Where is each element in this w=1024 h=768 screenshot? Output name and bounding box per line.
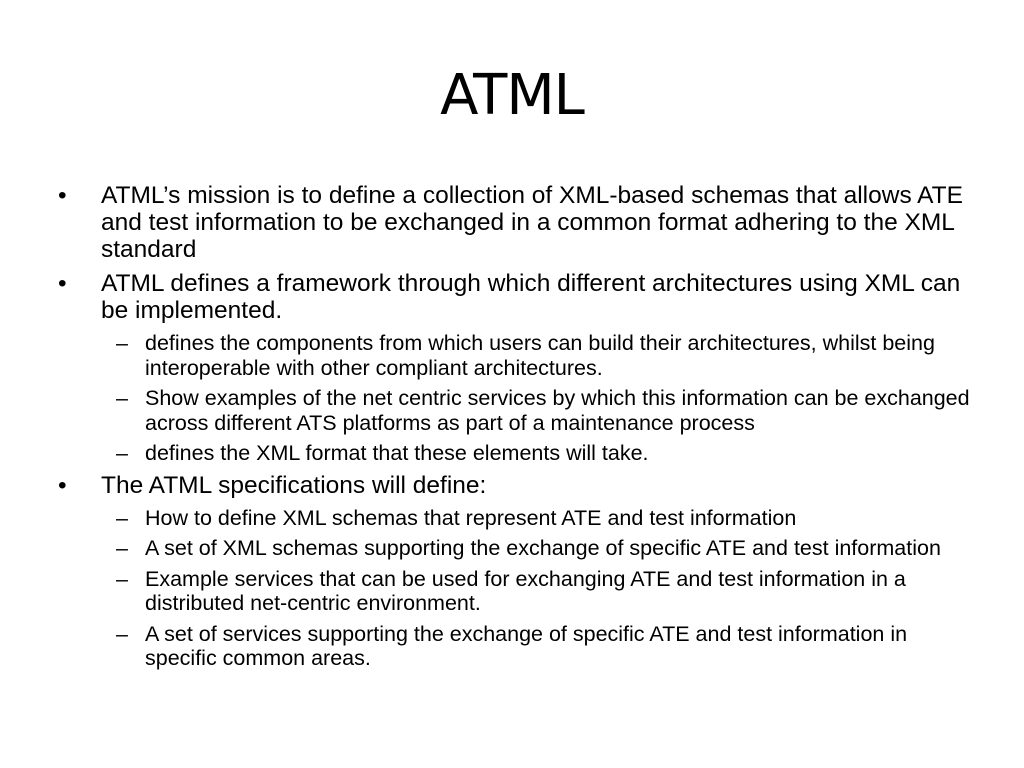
bullet-text: The ATML specifications will define:	[101, 471, 487, 499]
sub-bullet-text: defines the XML format that these elements will take.	[145, 441, 649, 465]
dash-icon: –	[116, 566, 128, 591]
bullet-dot-icon: •	[58, 471, 67, 499]
sub-bullet-text: A set of XML schemas supporting the exchange of specific ATE and test information	[145, 536, 941, 560]
dash-icon: –	[116, 621, 128, 646]
sub-bullet-item	[58, 506, 978, 531]
sub-bullet-text: Example services that can be used for exchanging ATE and test information in a distributed net-centric environment.	[145, 566, 906, 615]
sub-bullet-list	[58, 331, 978, 466]
sub-bullet-item	[58, 622, 978, 671]
dash-icon: –	[116, 536, 128, 560]
sub-bullet-text: Show examples of the net centric services by which this information can be exchanged across different ATS platforms as part of a maintenance process	[145, 386, 970, 435]
slide-title: ATML	[440, 63, 584, 128]
dash-icon: –	[116, 441, 128, 465]
dash-icon: –	[116, 386, 128, 410]
bullet-item	[58, 270, 978, 324]
sub-bullet-item	[58, 331, 978, 380]
sub-bullet-text: A set of services supporting the exchange of specific ATE and test information in specific common areas.	[145, 621, 908, 670]
sub-bullet-text: How to define XML schemas that represent ATE and test information	[145, 505, 797, 530]
sub-bullet-item	[58, 386, 978, 435]
sub-bullet-item	[58, 567, 978, 616]
sub-bullet-text: defines the components from which users can build their architectures, whilst being interoperable with other compliant architectures.	[145, 331, 935, 380]
dash-icon: –	[116, 331, 128, 355]
dash-icon: –	[116, 505, 128, 530]
bullet-text: ATML’s mission is to define a collection of XML-based schemas that allows ATE and test information to be exchanged in a common format adhering to the XML standard	[101, 182, 963, 263]
bullet-dot-icon: •	[58, 270, 67, 297]
bullet-item	[58, 182, 978, 263]
sub-bullet-list	[58, 506, 978, 671]
sub-bullet-item	[58, 536, 978, 561]
sub-bullet-item	[58, 441, 978, 466]
slide-body	[58, 182, 978, 677]
bullet-item	[58, 472, 978, 499]
bullet-dot-icon: •	[58, 182, 67, 209]
bullet-text: ATML defines a framework through which different architectures using XML can be implemented.	[101, 270, 961, 324]
